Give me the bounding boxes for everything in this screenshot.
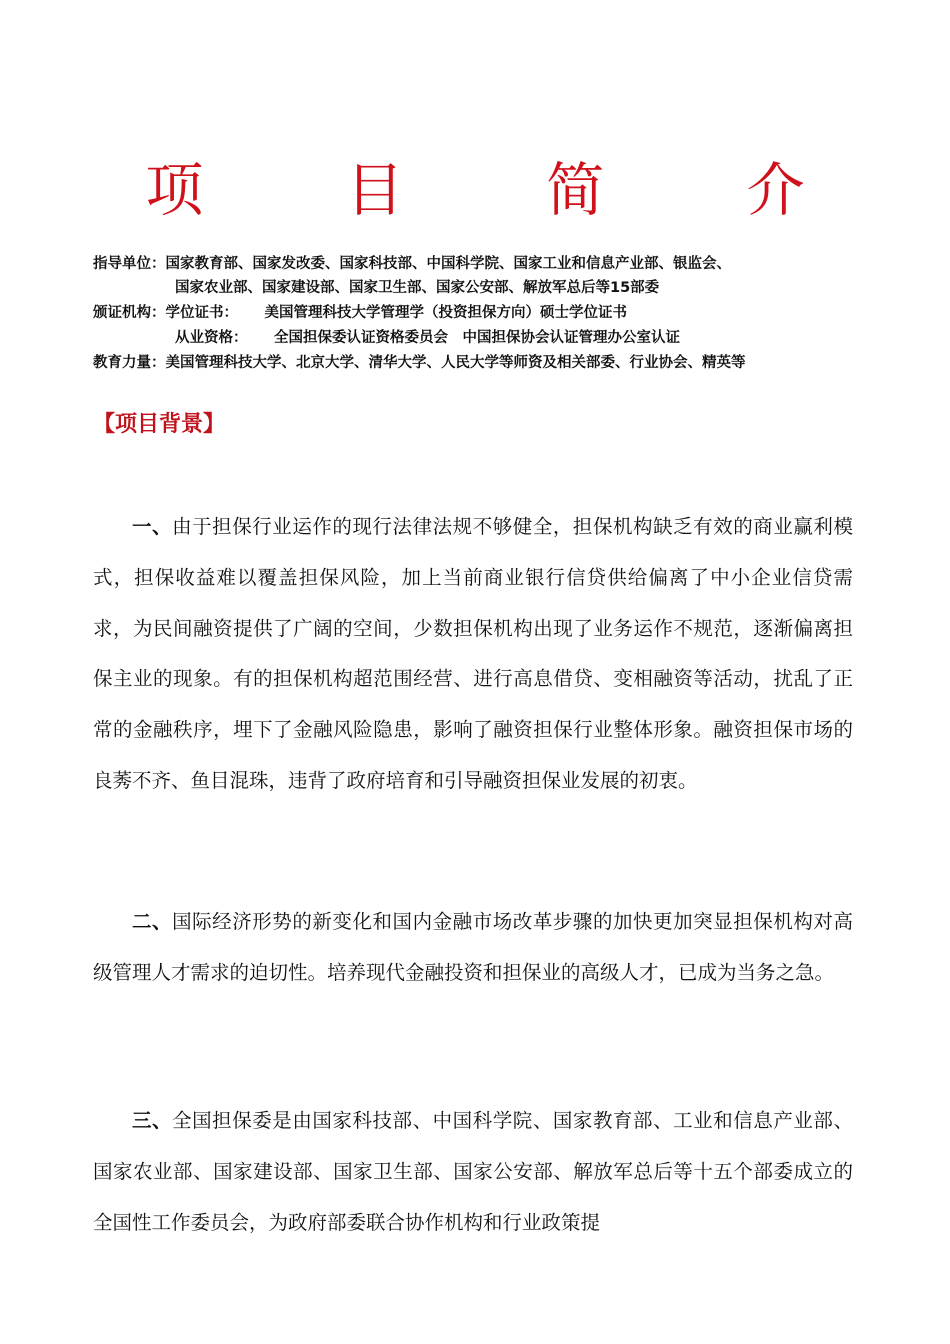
section-heading: 【项目背景】 — [93, 412, 226, 437]
guide-units-label: 指导单位： — [93, 256, 166, 272]
degree-value: 美国管理科技大学管理学（投资担保方向）硕士学位证书 — [264, 305, 627, 321]
education-line — [93, 353, 873, 373]
certification-line-1 — [93, 303, 873, 323]
certification-line-2 — [175, 328, 950, 348]
paragraph-3 — [93, 1096, 853, 1248]
guide-units-value-1: 国家教育部、国家发改委、国家科技部、中国科学院、国家工业和信息产业部、银监会、 — [165, 256, 731, 272]
paragraph-2-text: 国际经济形势的新变化和国内金融市场改革步骤的加快更加突显担保机构对高级管理人才需求的迫切性。培养现代金融投资和担保业的高级人才，已成为当务之急。 — [93, 910, 853, 984]
guide-units-value-2: 国家农业部、国家建设部、国家卫生部、国家公安部、解放军总后等15部委 — [175, 280, 660, 296]
guide-units-line-2 — [175, 278, 950, 298]
paragraph-3-text: 全国担保委是由国家科技部、中国科学院、国家教育部、工业和信息产业部、国家农业部、国家建设部、国家卫生部、国家公安部、解放军总后等十五个部委成立的全国性工作委员会，为政府部委联合协作机构和行业政策提 — [93, 1109, 853, 1234]
guide-units-line-1 — [93, 254, 873, 274]
degree-label: 学位证书： — [165, 305, 238, 321]
qualification-value: 全国担保委认证资格委员会 中国担保协会认证管理办公室认证 — [274, 330, 680, 346]
paragraph-2 — [93, 897, 853, 999]
paragraph-3-lead: 三、 — [132, 1109, 173, 1132]
paragraph-2-lead: 二、 — [132, 910, 173, 933]
education-value: 美国管理科技大学、北京大学、清华大学、人民大学等师资及相关部委、行业协会、精英等 — [165, 355, 746, 371]
document-title: 项 目 简 介 — [145, 156, 867, 224]
paragraph-1 — [93, 502, 853, 807]
education-label: 教育力量： — [93, 355, 166, 371]
paragraph-1-lead: 一、 — [132, 515, 173, 538]
paragraph-1-text: 由于担保行业运作的现行法律法规不够健全，担保机构缺乏有效的商业赢利模式，担保收益难以覆盖担保风险，加上当前商业银行信贷供给偏离了中小企业信贷需求，为民间融资提供了广阔的空间，少数担保机构出现了业务运作不规范，逐渐偏离担保主业的现象。有的担保机构超范围经营、进行高息借贷、变相融资等活动，扰乱了正常的金融秩序，埋下了金融风险隐患，影响了融资担保行业整体形象。融资担保市场的良莠不齐、鱼目混珠，违背了政府培育和引导融资担保业发展的初衷。 — [93, 515, 853, 792]
certification-label: 颁证机构： — [93, 305, 166, 321]
qualification-label: 从业资格： — [175, 330, 248, 346]
